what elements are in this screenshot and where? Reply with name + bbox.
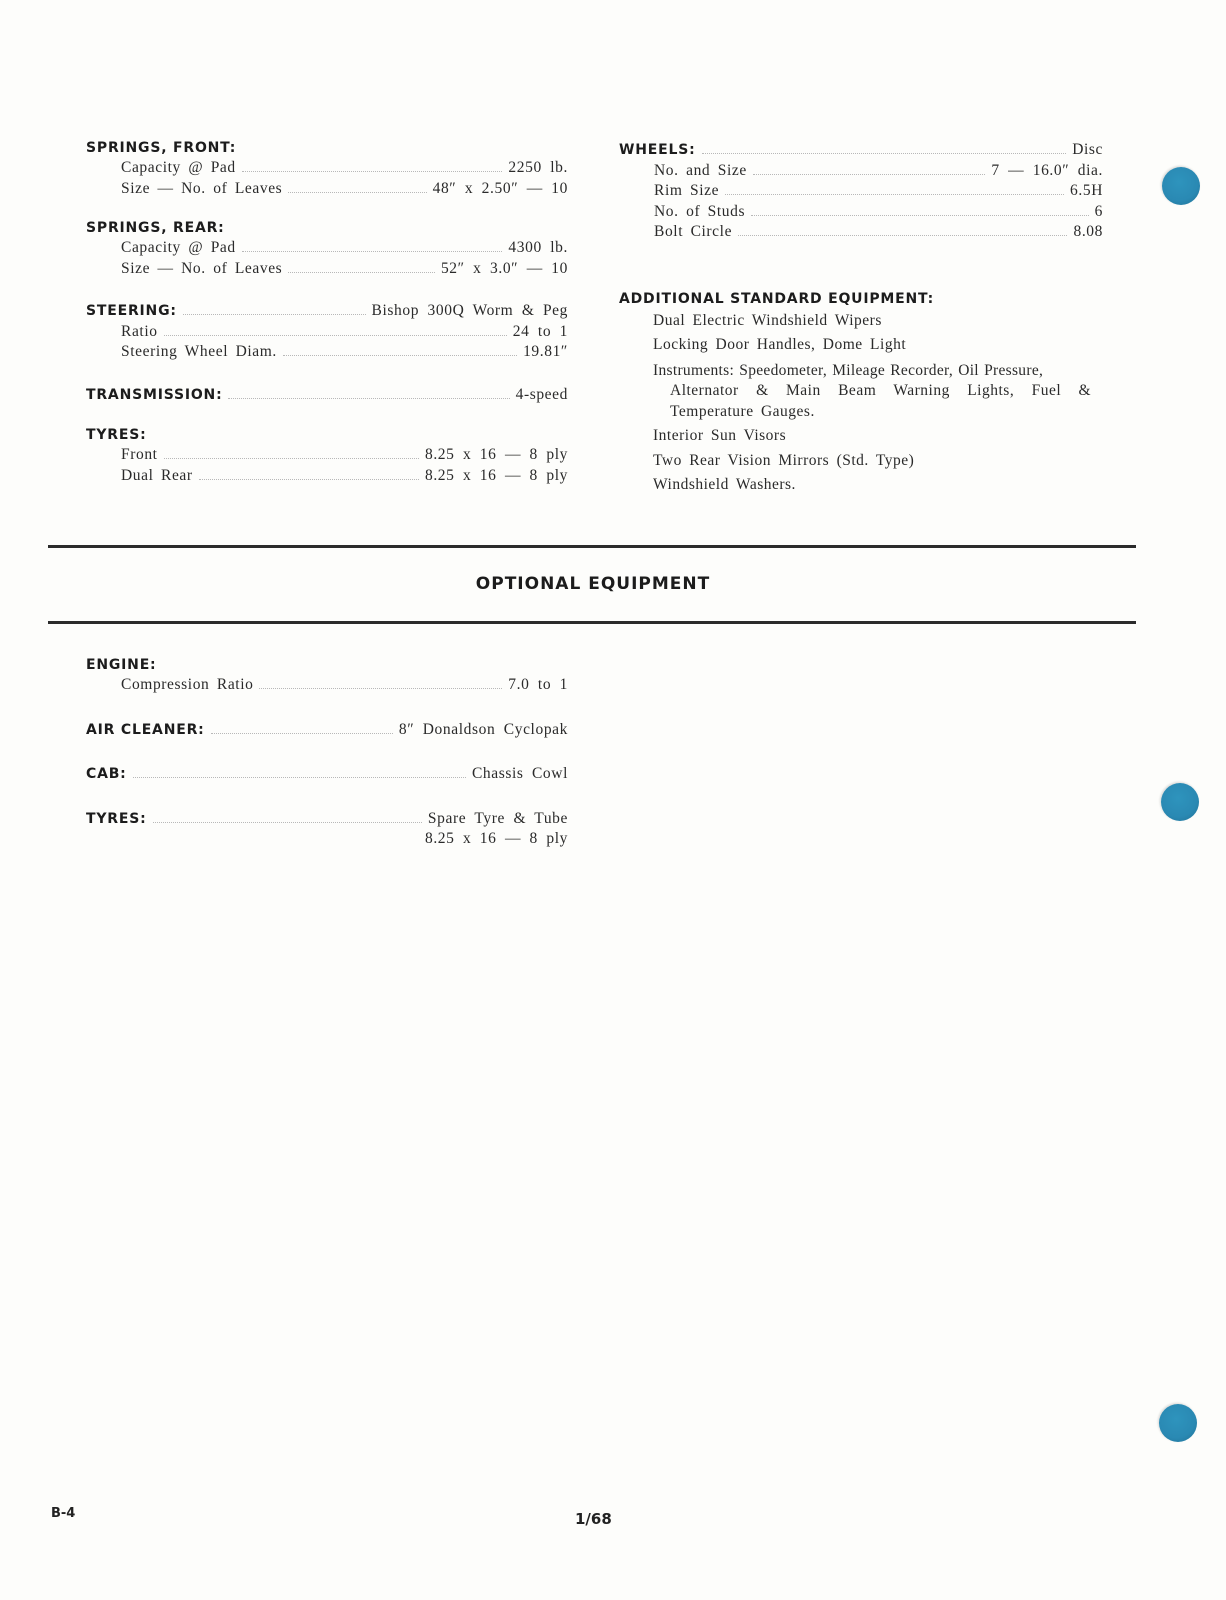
leader-dots [183, 313, 366, 315]
equipment-item-continuation: Temperature Gauges. [670, 402, 815, 420]
optional-equipment-title: OPTIONAL EQUIPMENT [475, 574, 711, 594]
leader-dots [211, 732, 393, 734]
spec-value: 24 to 1 [512, 322, 568, 340]
additional-standard-equipment-section [619, 291, 1103, 496]
leader-dots [242, 250, 503, 252]
revision-date: 1/68 [575, 1510, 612, 1528]
spec-row [121, 445, 568, 466]
equipment-item-continuation: Alternator & Main Beam Warning Lights, Fuel & [670, 382, 1092, 399]
spec-value: 52″ x 3.0″ — 10 [440, 259, 568, 277]
spec-value: 6.5H [1070, 182, 1103, 199]
cab-heading: CAB: [86, 766, 127, 782]
additional-equipment-heading: ADDITIONAL STANDARD EQUIPMENT: [619, 290, 935, 307]
spec-label: Capacity @ Pad [121, 159, 236, 176]
spec-value: Chassis Cowl [471, 765, 568, 782]
spec-row [121, 179, 568, 200]
spec-row [121, 342, 568, 363]
spec-value: Bishop 300Q Worm & Peg [371, 302, 568, 319]
spec-value: 8.25 x 16 — 8 ply [424, 466, 568, 484]
equipment-item: Interior Sun Visors [653, 427, 787, 444]
leader-dots [259, 687, 502, 689]
spec-value: Spare Tyre & Tube [427, 809, 568, 827]
equipment-item: Instruments: Speedometer, Mileage Recorder, Oil Pressure, [653, 361, 1044, 379]
leader-dots [738, 234, 1067, 236]
equipment-item: Windshield Washers. [653, 476, 796, 493]
spec-row [619, 140, 1103, 161]
spec-row [121, 259, 568, 280]
springs-front-heading: SPRINGS, FRONT: [86, 140, 237, 156]
leader-dots [288, 191, 426, 193]
tyres-section [86, 427, 568, 486]
spec-row-continuation [86, 829, 568, 850]
tyres-heading: TYRES: [86, 427, 147, 443]
binder-hole-punch-middle [1161, 783, 1199, 821]
spec-row [86, 301, 568, 322]
spec-row [121, 466, 568, 487]
spec-row [654, 161, 1103, 182]
leader-dots [242, 170, 503, 172]
spec-label: Capacity @ Pad [121, 239, 236, 256]
spec-value: 2250 lb. [508, 159, 568, 176]
spec-value: 8.25 x 16 — 8 ply [424, 446, 568, 463]
springs-front-section [86, 140, 568, 199]
engine-section [86, 657, 568, 696]
equipment-item: Locking Door Handles, Dome Light [653, 336, 907, 353]
leader-dots [751, 214, 1089, 216]
leader-dots [164, 457, 419, 459]
air-cleaner-section [86, 720, 568, 741]
spec-row [121, 322, 568, 343]
spec-value: 4-speed [515, 385, 568, 403]
page-code: B-4 [51, 1506, 76, 1521]
wheels-section [619, 140, 1103, 243]
spec-value: 8.25 x 16 — 8 ply [424, 830, 568, 847]
spec-row [121, 675, 568, 696]
spec-label: Front [121, 446, 158, 463]
spec-label: No. of Studs [654, 202, 746, 220]
wheels-heading: WHEELS: [619, 142, 696, 158]
steering-section [86, 301, 568, 363]
section-divider-top [48, 545, 1136, 548]
cab-section [86, 764, 568, 785]
leader-dots [133, 776, 466, 778]
spec-label: Compression Ratio [121, 676, 254, 693]
spec-value: 8″ Donaldson Cyclopak [398, 720, 568, 738]
spec-row [654, 202, 1103, 223]
spec-label: Dual Rear [121, 466, 193, 484]
springs-rear-heading: SPRINGS, REAR: [86, 220, 225, 236]
spec-value: 4300 lb. [508, 239, 568, 256]
spec-row [86, 385, 568, 406]
leader-dots [228, 397, 509, 399]
right-spec-column [619, 140, 1103, 496]
leader-dots [288, 271, 435, 273]
leader-dots [199, 478, 419, 480]
spec-label: Size — No. of Leaves [121, 179, 283, 197]
spec-value: 7.0 to 1 [508, 676, 568, 693]
optional-tyres-section [86, 809, 568, 850]
spec-value: 19.81″ [523, 343, 568, 360]
leader-dots [283, 354, 517, 356]
engine-heading: ENGINE: [86, 657, 157, 673]
air-cleaner-heading: AIR CLEANER: [86, 721, 205, 738]
spec-label: No. and Size [654, 161, 747, 179]
optional-equipment-list [86, 657, 568, 850]
transmission-section [86, 385, 568, 406]
spec-label: Bolt Circle [654, 223, 733, 240]
leader-dots [702, 152, 1067, 154]
leader-dots [164, 334, 507, 336]
spec-row [121, 238, 568, 259]
equipment-item: Dual Electric Windshield Wipers [653, 311, 882, 329]
steering-heading: STEERING: [86, 303, 177, 319]
spec-row [86, 809, 568, 830]
leader-dots [725, 193, 1064, 195]
spec-label: Size — No. of Leaves [121, 259, 283, 277]
spec-value: Disc [1072, 141, 1103, 158]
spec-value: 8.08 [1073, 223, 1103, 240]
spec-label: Ratio [121, 322, 158, 340]
equipment-item: Two Rear Vision Mirrors (Std. Type) [653, 451, 915, 469]
spec-label: Rim Size [654, 182, 720, 199]
spec-row [654, 181, 1103, 202]
springs-rear-section [86, 220, 568, 279]
transmission-heading: TRANSMISSION: [86, 386, 223, 403]
spec-label: Steering Wheel Diam. [121, 343, 277, 360]
spec-row [654, 222, 1103, 243]
spec-row [86, 720, 568, 741]
optional-tyres-heading: TYRES: [86, 810, 147, 827]
binder-hole-punch-bottom [1159, 1404, 1197, 1442]
spec-row [86, 764, 568, 785]
section-divider-bottom [48, 621, 1136, 624]
left-spec-column [86, 140, 568, 486]
leader-dots [753, 173, 985, 175]
spec-value: 48″ x 2.50″ — 10 [432, 179, 568, 197]
binder-hole-punch-top [1162, 167, 1200, 205]
spec-value: 6 [1094, 202, 1103, 220]
spec-row [121, 158, 568, 179]
leader-dots [153, 821, 422, 823]
spec-value: 7 — 16.0″ dia. [991, 161, 1103, 179]
